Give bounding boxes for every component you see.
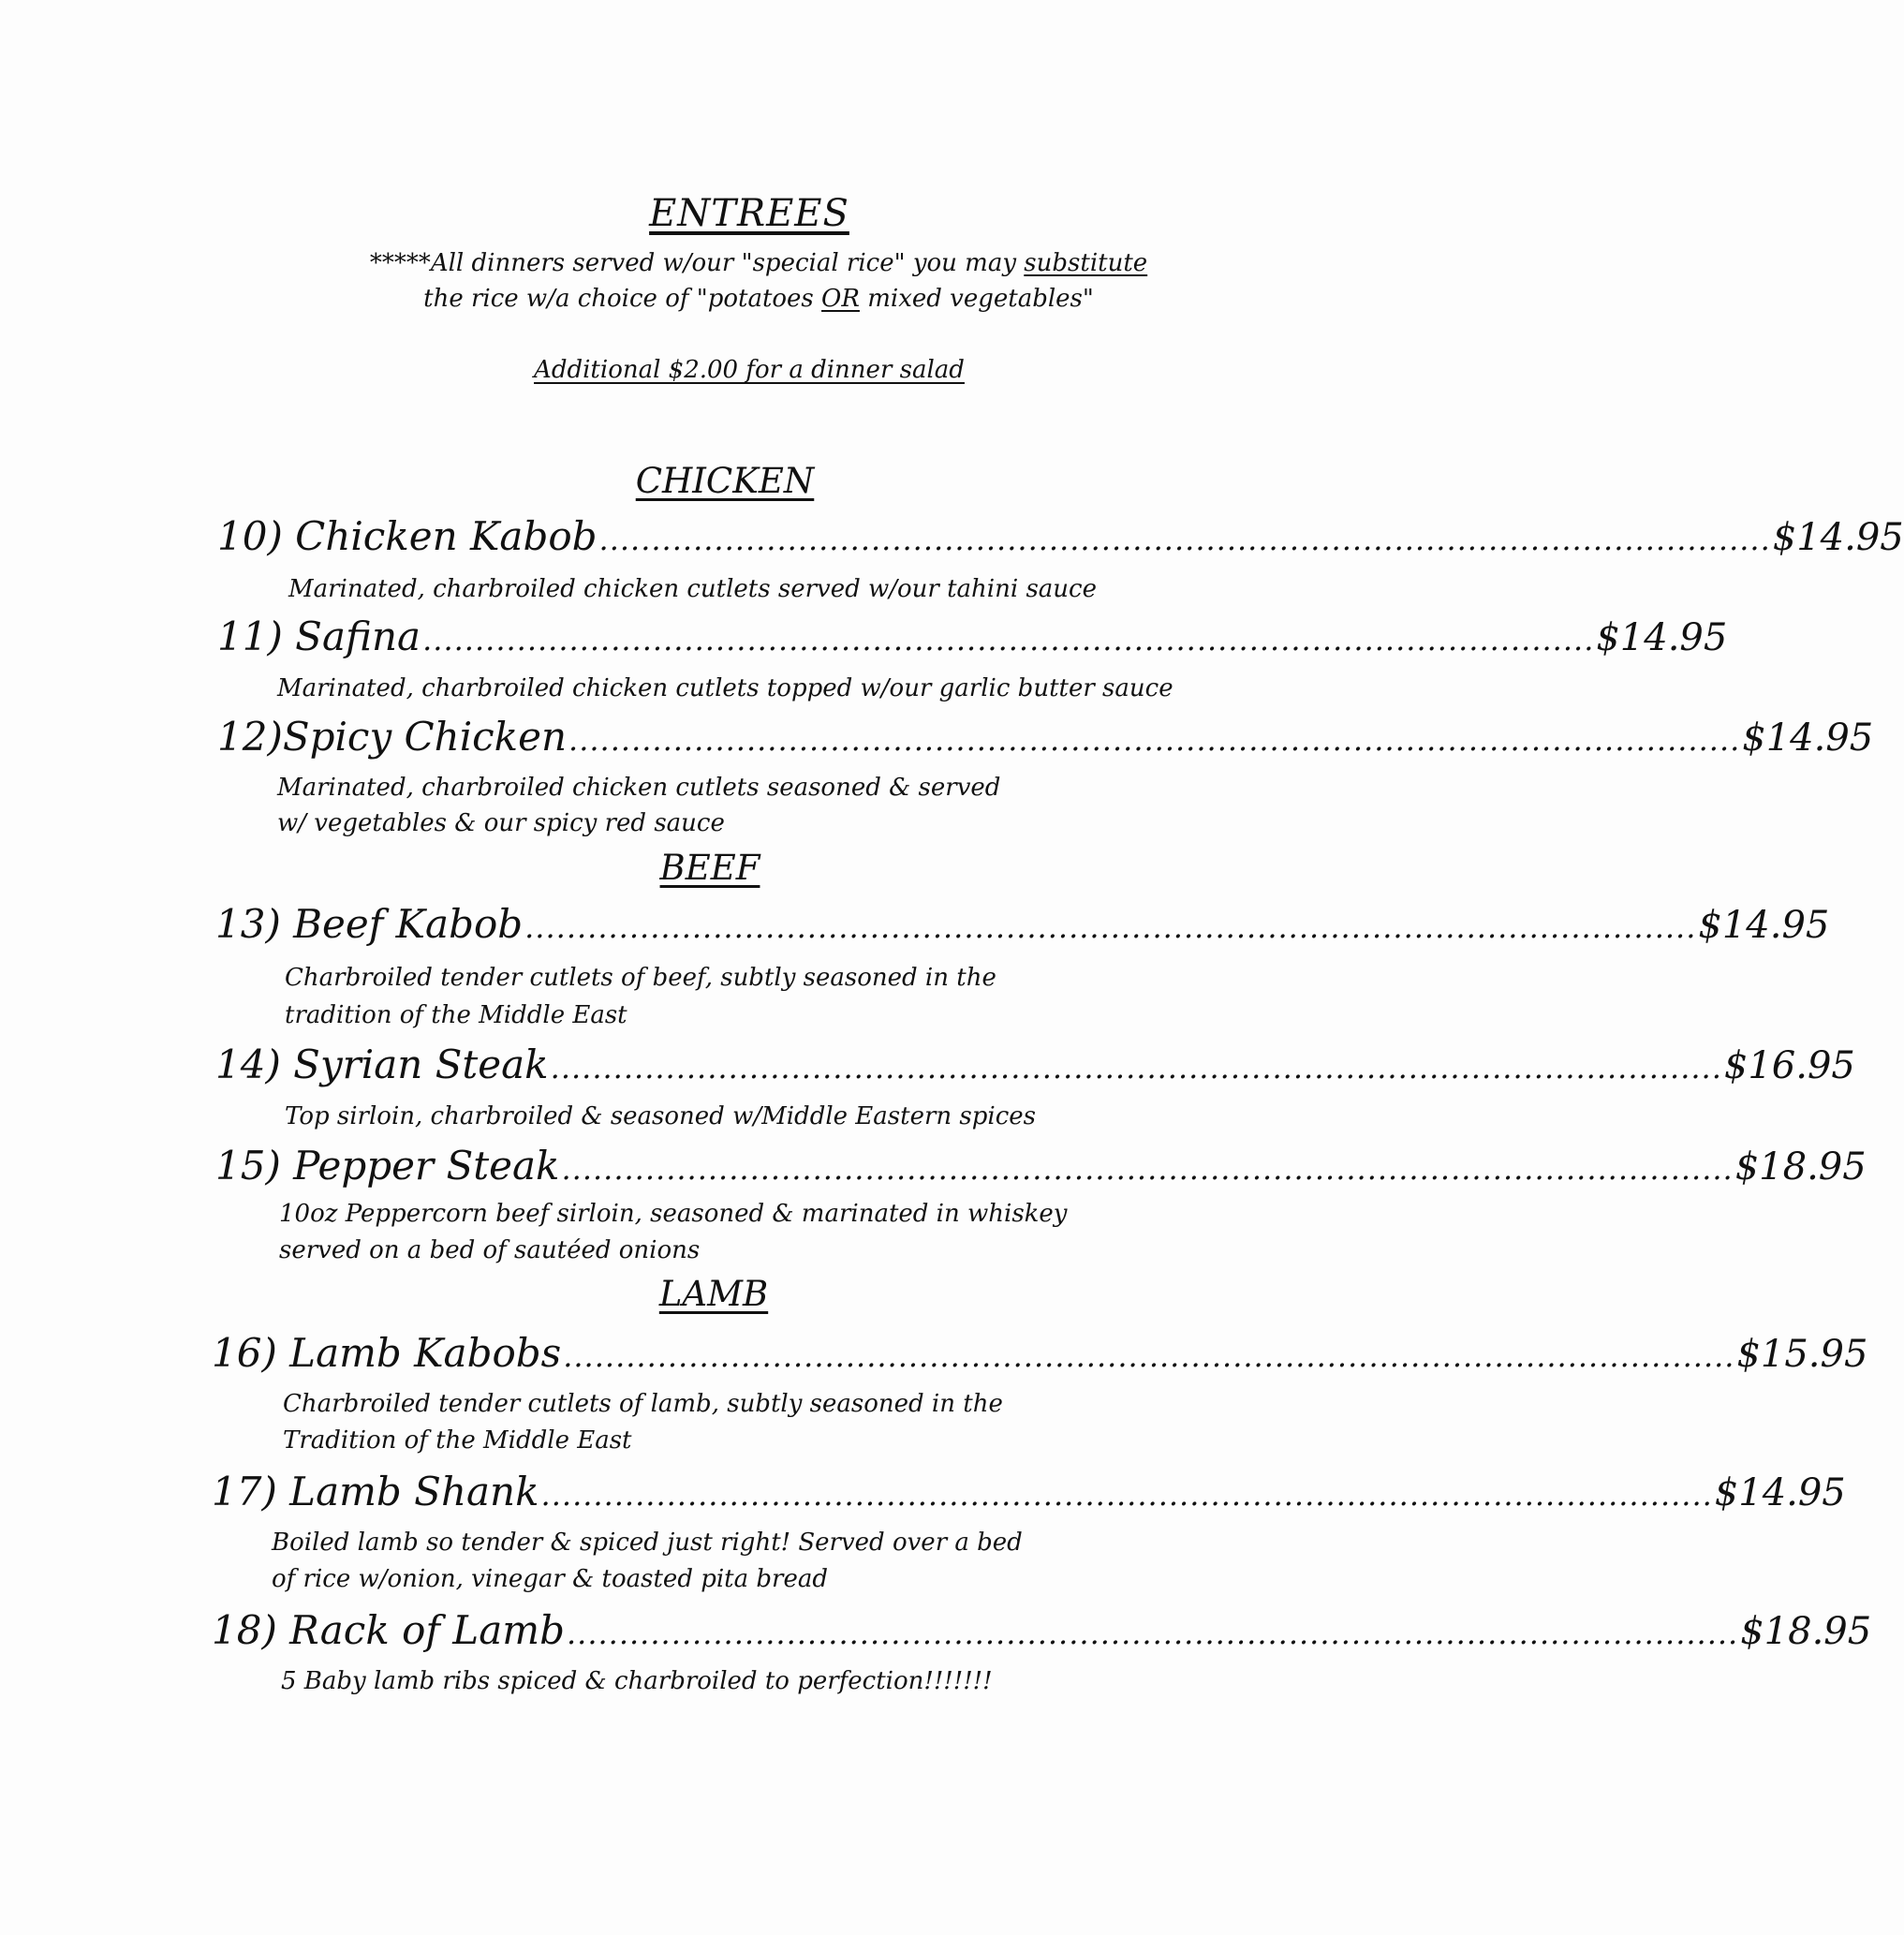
- item-description: w/ vegetables & our spicy red sauce: [277, 809, 725, 837]
- item-description: served on a bed of sautéed onions: [279, 1236, 701, 1264]
- item-description: tradition of the Middle East: [285, 1001, 627, 1029]
- menu-item-beef-kabob: 13) Beef Kabob ................................................................................................................ $14.95: [215, 901, 1830, 947]
- menu-item-pepper-steak: 15) Pepper Steak ................................................................................................................ $18.95: [215, 1143, 1867, 1189]
- section-lamb: LAMB: [658, 1274, 769, 1314]
- menu-item-safina: 11) Safina ................................................................................................................ $14.95: [217, 613, 1728, 659]
- menu-item-lamb-shank: 17) Lamb Shank ................................................................................................................ $14.95: [212, 1469, 1846, 1514]
- rice-note-line-1: *****All dinners served w/our "special rice" you may substitute: [369, 249, 1148, 277]
- item-description: 5 Baby lamb ribs spiced & charbroiled to perfection!!!!!!!: [281, 1667, 993, 1695]
- section-beef: BEEF: [659, 848, 760, 888]
- item-description: of rice w/onion, vinegar & toasted pita bread: [272, 1565, 829, 1593]
- item-description: Charbroiled tender cutlets of beef, subtly seasoned in the: [285, 964, 996, 992]
- item-description: Charbroiled tender cutlets of lamb, subtly seasoned in the: [283, 1390, 1003, 1418]
- menu-item-rack-of-lamb: 18) Rack of Lamb ................................................................................................................ $18.95: [212, 1607, 1872, 1653]
- menu-item-lamb-kabobs: 16) Lamb Kabobs ................................................................................................................ $15.95: [212, 1330, 1868, 1376]
- item-description: Tradition of the Middle East: [283, 1426, 632, 1455]
- salad-note: Additional $2.00 for a dinner salad: [534, 356, 965, 384]
- rice-note-line-2: the rice w/a choice of "potatoes OR mixed vegetables": [423, 285, 1094, 313]
- entrees-title: ENTREES: [649, 192, 849, 235]
- menu-item-syrian-steak: 14) Syrian Steak ................................................................................................................ $16.95: [215, 1041, 1855, 1087]
- item-description: Top sirloin, charbroiled & seasoned w/Middle Eastern spices: [285, 1102, 1036, 1130]
- menu-item-spicy-chicken: 12)Spicy Chicken ................................................................................................................ $14.95: [217, 714, 1874, 760]
- item-description: Marinated, charbroiled chicken cutlets topped w/our garlic butter sauce: [277, 674, 1173, 702]
- item-description: Marinated, charbroiled chicken cutlets seasoned & served: [277, 774, 1001, 802]
- item-description: 10oz Peppercorn beef sirloin, seasoned & marinated in whiskey: [279, 1200, 1068, 1228]
- item-description: Marinated, charbroiled chicken cutlets served w/our tahini sauce: [288, 575, 1097, 603]
- menu-item-chicken-kabob: 10) Chicken Kabob ................................................................................................................ $14.95: [217, 513, 1904, 559]
- item-description: Boiled lamb so tender & spiced just right! Served over a bed: [272, 1529, 1023, 1557]
- section-chicken: CHICKEN: [635, 461, 815, 501]
